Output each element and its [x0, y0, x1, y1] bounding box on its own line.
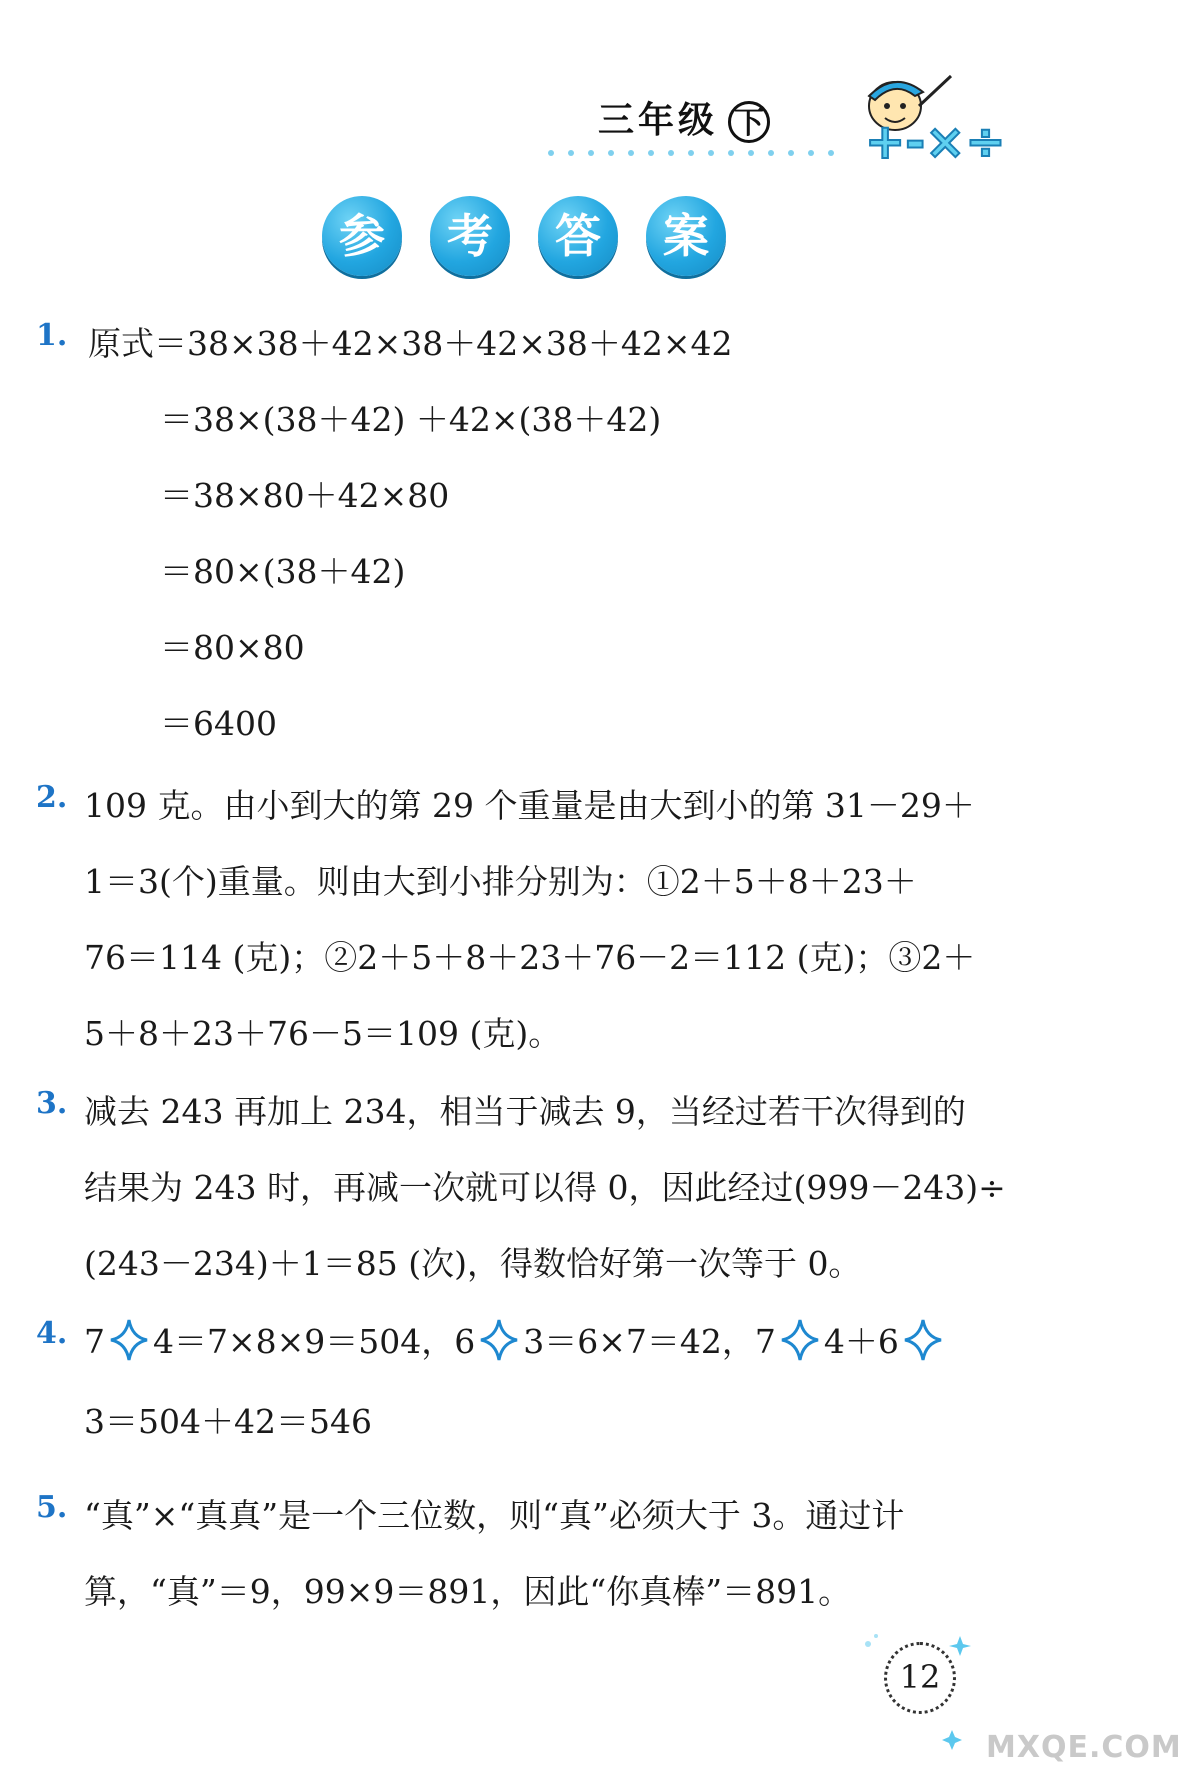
question-number: 2. [36, 780, 68, 815]
q1-line: ＝6400 [160, 704, 277, 743]
q1-line: ＝38×(38＋42) ＋42×(38＋42) [160, 400, 662, 439]
page-number: 12 [884, 1642, 956, 1714]
q2-line: 5＋8＋23＋76－5＝109 (克)。 [84, 1014, 562, 1053]
q1-line: ＝38×80＋42×80 [160, 476, 450, 515]
q1-line: ＝80×(38＋42) [160, 552, 406, 591]
star-operator-icon [780, 1318, 820, 1362]
title-char: 考 [430, 196, 510, 276]
term-badge: 下 [728, 101, 770, 143]
question-number: 3. [36, 1086, 68, 1121]
grade-label [598, 92, 770, 143]
star-operator-icon [903, 1318, 943, 1362]
q3-line: (243－234)＋1＝85 (次)，得数恰好第一次等于 0。 [84, 1244, 862, 1283]
q4-seg: 3＝6×7＝42，7 [523, 1322, 776, 1361]
q3-line: 结果为 243 时，再减一次就可以得 0，因此经过(999－243)÷ [84, 1168, 1006, 1207]
title-char: 答 [538, 196, 618, 276]
q3-line: 减去 243 再加上 234，相当于减去 9，当经过若干次得到的 [84, 1092, 966, 1131]
title-char: 参 [322, 196, 402, 276]
q4-seg: 4＝7×8×9＝504，6 [153, 1322, 476, 1361]
q1-line: 原式＝38×38＋42×38＋42×38＋42×42 [88, 324, 733, 363]
star-operator-icon [109, 1318, 149, 1362]
title-char: 案 [646, 196, 726, 276]
question-number: 4. [36, 1316, 68, 1351]
q5-line: “真”×“真真”是一个三位数，则“真”必须大于 3。通过计 [84, 1496, 905, 1535]
mascot-math-symbols-icon [855, 66, 1045, 170]
svg-text:+-×÷: +-×÷ [865, 114, 1006, 170]
q5-line: 算，“真”＝9，99×9＝891，因此“你真棒”＝891。 [84, 1572, 852, 1611]
watermark: MXQE.COM [986, 1730, 1182, 1765]
q4-line [84, 1316, 947, 1366]
q1-line: ＝80×80 [160, 628, 305, 667]
q4-seg: 7 [84, 1322, 105, 1361]
grade-text: 三年级 [598, 100, 719, 141]
q4-line: 3＝504＋42＝546 [84, 1402, 372, 1441]
question-number: 1. [36, 318, 68, 353]
q2-line: 76＝114 (克)；②2＋5＋8＋23＋76－2＝112 (克)；③2＋ [84, 938, 976, 977]
star-operator-icon [479, 1318, 519, 1362]
q2-line: 1＝3(个)重量。则由大到小排分别为：①2＋5＋8＋23＋ [84, 862, 917, 901]
q2-line: 109 克。由小到大的第 29 个重量是由大到小的第 31－29＋ [84, 786, 975, 825]
q4-seg: 4＋6 [823, 1322, 899, 1361]
header-dotted-line [545, 146, 845, 160]
question-number: 5. [36, 1490, 68, 1525]
